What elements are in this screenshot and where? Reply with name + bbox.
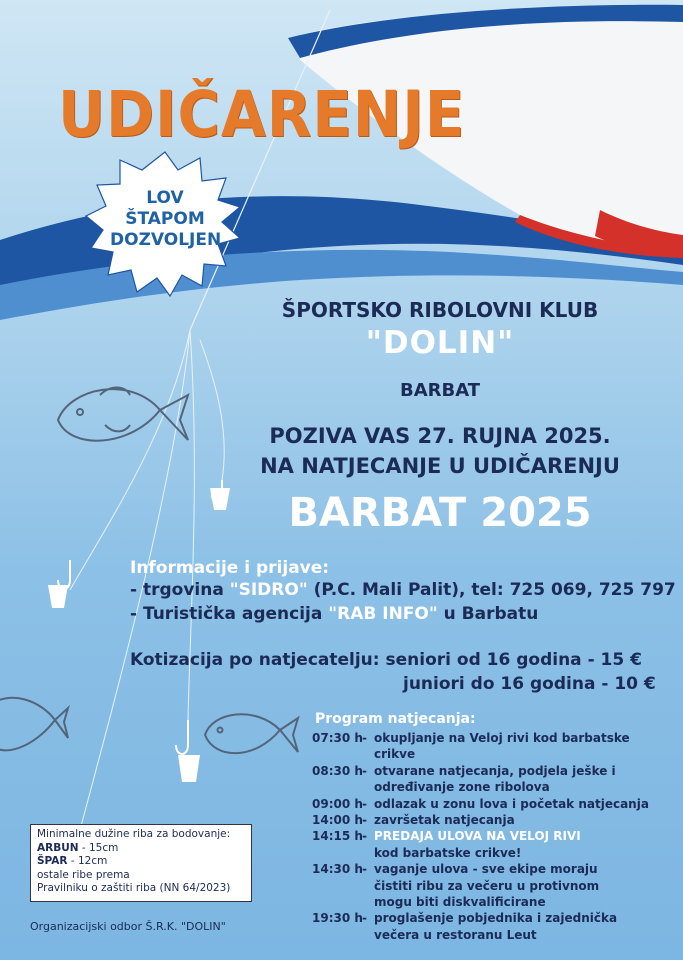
poster-title: UDIČARENJE — [58, 78, 466, 151]
badge-line: LOV — [146, 188, 184, 208]
event-title: BARBAT 2025 — [288, 490, 592, 536]
program-item: 08:30 h - otvarane natjecanja, podjela ješke i određivanje zone ribolova — [312, 763, 616, 795]
program-list — [312, 730, 677, 943]
program-title: Program natjecanja: — [315, 711, 476, 727]
program-item: 09:00 h - odlazak u zonu lova i početak natjecanja — [312, 796, 649, 811]
size-row: ŠPAR - 12cm — [37, 855, 108, 867]
badge-line: ŠTAPOM — [125, 209, 205, 229]
info-line-shop: - trgovina "SIDRO" (P.C. Mali Palit), tel: 725 069, 725 797 — [130, 580, 676, 600]
program-item: 19:30 h - proglašenje pobjednika i zajednička večera u restoranu Leut — [312, 911, 618, 942]
invite-line: POZIVA VAS 27. RUJNA 2025. — [269, 424, 611, 448]
fishing-line — [70, 330, 190, 590]
organizer: Organizacijski odbor Š.R.K. "DOLIN" — [30, 920, 226, 933]
info-heading: Informacije i prijave: — [130, 558, 330, 578]
bait-icon — [48, 488, 230, 782]
program-item: 14:00 h - završetak natjecanja — [312, 813, 515, 828]
program-item: 07:30 h - okupljanje na Veloj rivi kod barbatske crikve — [312, 731, 630, 762]
program-item: 14:30 h - vaganje ulova - sve ekipe moraju čistiti ribu za večeru u protivnom mogu biti diskvalificirane — [312, 862, 600, 910]
club-name: "DOLIN" — [365, 325, 515, 361]
fish-icon — [58, 388, 188, 441]
fish-icon — [0, 698, 68, 750]
fish-icon — [205, 714, 298, 753]
fish-sizes-box — [30, 824, 252, 902]
sizes-note: ostale ribe prema — [37, 868, 130, 881]
badge-line: DOZVOLJEN — [110, 230, 222, 250]
invite-line: NA NATJECANJE U UDIČARENJU — [260, 454, 620, 478]
sizes-note: Pravilniku o zaštiti riba (NN 64/2023) — [37, 882, 231, 894]
info-line-agency: - Turistička agencija "RAB INFO" u Barbatu — [130, 604, 539, 624]
sizes-heading: Minimalne dužine riba za bodovanje: — [37, 828, 231, 840]
fee-seniors: Kotizacija po natjecatelju: seniori od 16 godina - 15 € — [130, 650, 642, 670]
club-type: ŠPORTSKO RIBOLOVNI KLUB — [281, 298, 599, 322]
size-row: ARBUN - 15cm — [37, 841, 119, 854]
fee-juniors: juniori do 16 godina - 10 € — [403, 674, 656, 694]
program-item: 14:15 h - PREDAJA ULOVA NA VELOJ RIVI kod barbatske crikve! — [312, 829, 581, 860]
badge-text — [110, 188, 220, 251]
club-place: BARBAT — [399, 380, 481, 401]
